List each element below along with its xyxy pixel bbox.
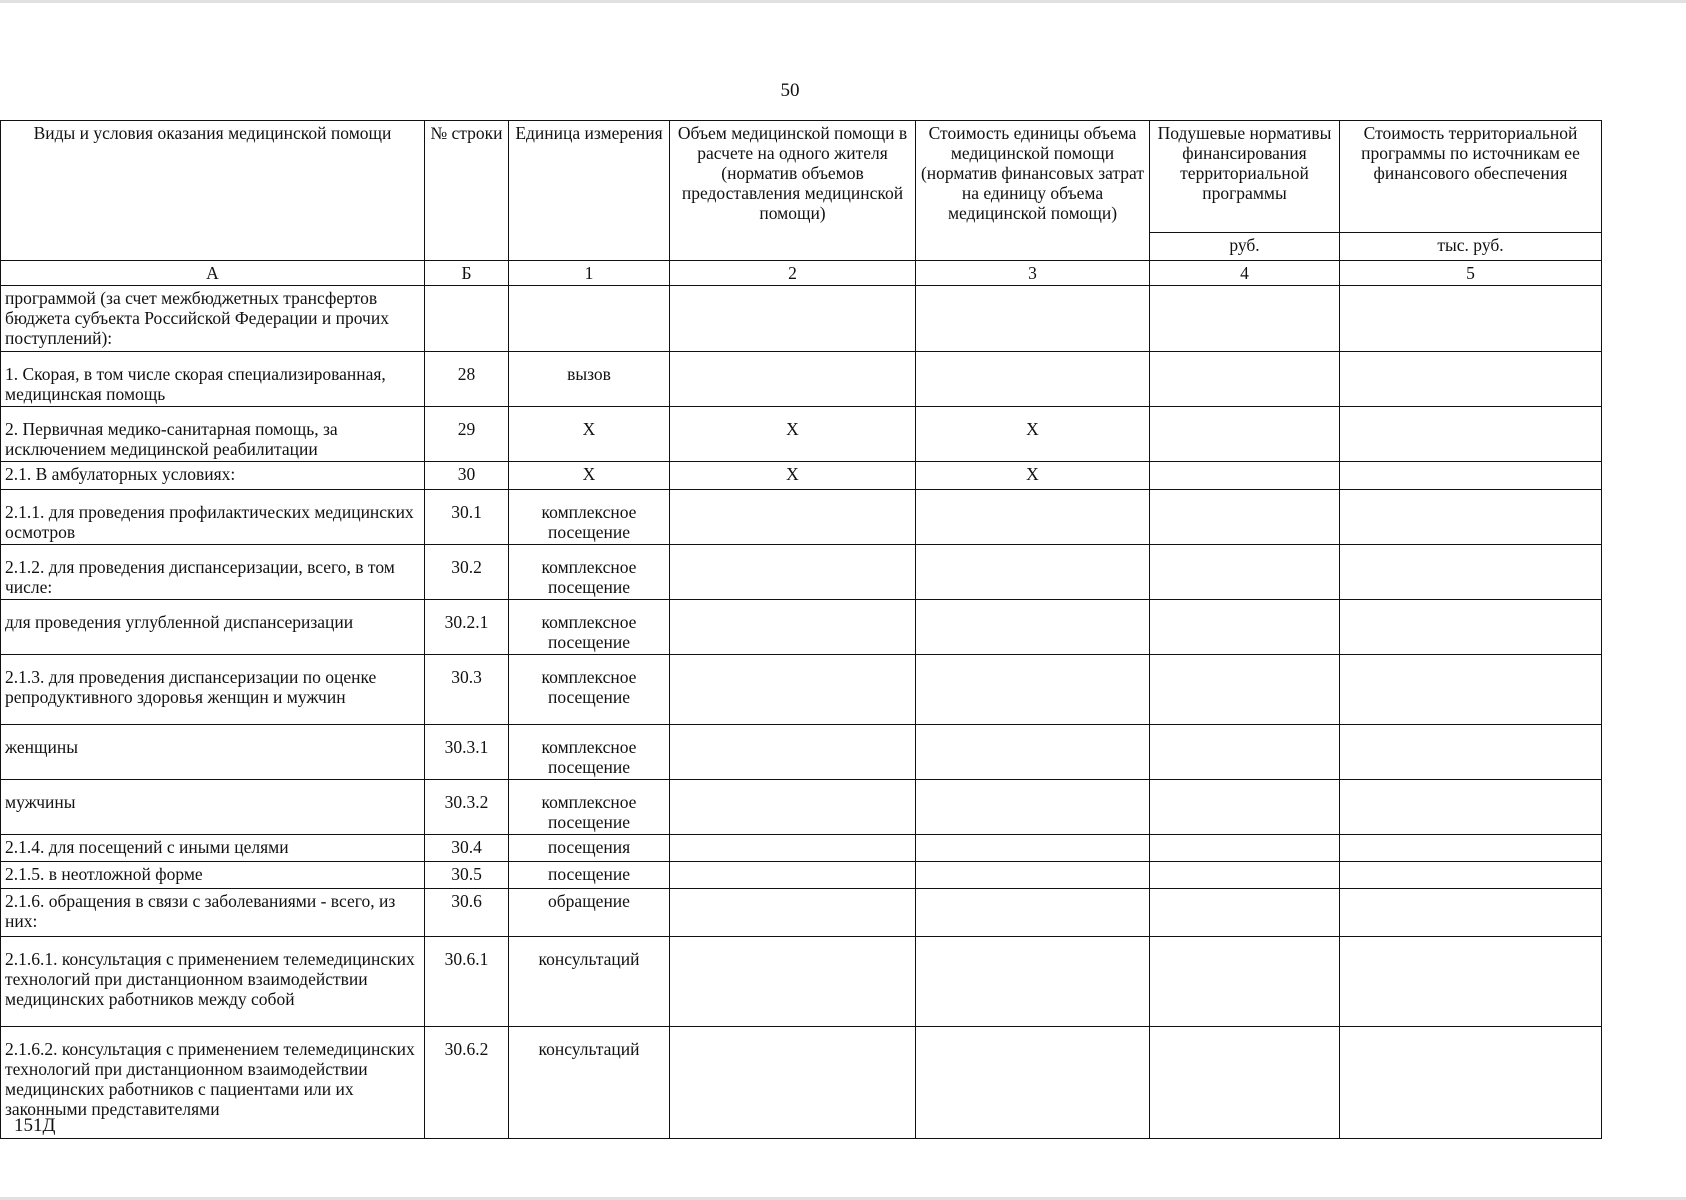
row-volume: X [670, 407, 916, 462]
row-unit-cost [916, 655, 1150, 725]
row-unit-cost [916, 780, 1150, 835]
table-row [1, 462, 1602, 490]
row-per-capita [1150, 835, 1340, 862]
row-name: программой (за счет межбюджетных трансфертов бюджета субъекта Российской Федерации и прочих поступлений): [1, 286, 425, 352]
index-cell-a: А [1, 261, 425, 286]
row-volume [670, 286, 916, 352]
row-name: для проведения углубленной диспансеризации [1, 600, 425, 655]
row-name: 2.1.2. для проведения диспансеризации, всего, в том числе: [1, 545, 425, 600]
row-unit: X [509, 462, 670, 490]
row-program-cost [1340, 407, 1602, 462]
row-unit-cost [916, 725, 1150, 780]
row-per-capita [1150, 490, 1340, 545]
index-cell-b: Б [425, 261, 509, 286]
row-name: 2.1.5. в неотложной форме [1, 862, 425, 889]
index-cell-4: 4 [1150, 261, 1340, 286]
row-unit: посещения [509, 835, 670, 862]
row-number: 30.5 [425, 862, 509, 889]
row-unit: комплексное посещение [509, 655, 670, 725]
row-unit: комплексное посещение [509, 780, 670, 835]
row-unit: обращение [509, 889, 670, 937]
row-per-capita [1150, 352, 1340, 407]
row-unit-cost [916, 286, 1150, 352]
table-row [1, 835, 1602, 862]
row-number: 30.2.1 [425, 600, 509, 655]
row-name: 2. Первичная медико-санитарная помощь, за исключением медицинской реабилитации [1, 407, 425, 462]
header-col-4: Подушевые нормативы финансирования территориальной программы [1150, 121, 1340, 233]
row-number: 30.1 [425, 490, 509, 545]
row-program-cost [1340, 937, 1602, 1027]
row-program-cost [1340, 889, 1602, 937]
row-volume [670, 490, 916, 545]
row-per-capita [1150, 286, 1340, 352]
row-per-capita [1150, 889, 1340, 937]
row-program-cost [1340, 352, 1602, 407]
row-unit: консультаций [509, 1027, 670, 1139]
table-row [1, 889, 1602, 937]
row-program-cost [1340, 655, 1602, 725]
table-row [1, 937, 1602, 1027]
row-per-capita [1150, 600, 1340, 655]
row-program-cost [1340, 490, 1602, 545]
row-unit-cost [916, 1027, 1150, 1139]
page-number: 50 [780, 80, 800, 101]
row-volume [670, 862, 916, 889]
row-volume [670, 545, 916, 600]
row-unit: X [509, 407, 670, 462]
row-unit-cost [916, 889, 1150, 937]
header-col-3: Стоимость единицы объема медицинской помощи (норматив финансовых затрат на единицу объема медицинской помощи) [916, 121, 1150, 261]
table-row [1, 407, 1602, 462]
row-unit [509, 286, 670, 352]
row-unit-cost [916, 862, 1150, 889]
row-program-cost [1340, 835, 1602, 862]
header-row [1, 121, 1602, 233]
row-per-capita [1150, 862, 1340, 889]
row-volume: X [670, 462, 916, 490]
row-number: 30.3.2 [425, 780, 509, 835]
row-name: 1. Скорая, в том числе скорая специализированная, медицинская помощь [1, 352, 425, 407]
row-number: 30.6.2 [425, 1027, 509, 1139]
row-per-capita [1150, 462, 1340, 490]
row-volume [670, 1027, 916, 1139]
row-volume [670, 937, 916, 1027]
row-per-capita [1150, 407, 1340, 462]
row-volume [670, 352, 916, 407]
row-per-capita [1150, 725, 1340, 780]
table-row [1, 780, 1602, 835]
row-unit: вызов [509, 352, 670, 407]
row-program-cost [1340, 545, 1602, 600]
row-unit-cost [916, 545, 1150, 600]
row-program-cost [1340, 862, 1602, 889]
scan-top-edge [0, 0, 1686, 3]
row-unit-cost: X [916, 407, 1150, 462]
row-number [425, 286, 509, 352]
row-program-cost [1340, 1027, 1602, 1139]
row-volume [670, 600, 916, 655]
row-number: 30.6.1 [425, 937, 509, 1027]
header-col-a: Виды и условия оказания медицинской помощи [1, 121, 425, 261]
row-program-cost [1340, 780, 1602, 835]
row-unit-cost: X [916, 462, 1150, 490]
row-per-capita [1150, 655, 1340, 725]
row-name: 2.1.6. обращения в связи с заболеваниями - всего, из них: [1, 889, 425, 937]
table-row [1, 1027, 1602, 1139]
table-row [1, 600, 1602, 655]
row-number: 30.6 [425, 889, 509, 937]
unit-col-5: тыс. руб. [1340, 233, 1602, 261]
unit-col-4: руб. [1150, 233, 1340, 261]
row-unit: комплексное посещение [509, 490, 670, 545]
row-volume [670, 780, 916, 835]
table-row [1, 545, 1602, 600]
index-cell-2: 2 [670, 261, 916, 286]
row-per-capita [1150, 545, 1340, 600]
row-volume [670, 655, 916, 725]
row-program-cost [1340, 600, 1602, 655]
row-program-cost [1340, 462, 1602, 490]
header-col-1: Единица измерения [509, 121, 670, 261]
document-code: 151Д [14, 1115, 56, 1136]
row-name: 2.1.6.1. консультация с применением телемедицинских технологий при дистанционном взаимодействии медицинских работников между собой [1, 937, 425, 1027]
row-unit: комплексное посещение [509, 725, 670, 780]
index-row [1, 261, 1602, 286]
row-name: мужчины [1, 780, 425, 835]
row-per-capita [1150, 780, 1340, 835]
index-cell-3: 3 [916, 261, 1150, 286]
table-row [1, 725, 1602, 780]
row-unit-cost [916, 600, 1150, 655]
row-unit: посещение [509, 862, 670, 889]
row-volume [670, 889, 916, 937]
row-per-capita [1150, 1027, 1340, 1139]
index-cell-5: 5 [1340, 261, 1602, 286]
row-unit-cost [916, 352, 1150, 407]
row-name: женщины [1, 725, 425, 780]
row-volume [670, 725, 916, 780]
row-number: 30.3.1 [425, 725, 509, 780]
row-per-capita [1150, 937, 1340, 1027]
table-row [1, 286, 1602, 352]
row-name: 2.1.1. для проведения профилактических медицинских осмотров [1, 490, 425, 545]
row-program-cost [1340, 286, 1602, 352]
row-unit-cost [916, 937, 1150, 1027]
row-program-cost [1340, 725, 1602, 780]
header-col-b: № строки [425, 121, 509, 261]
table-row [1, 352, 1602, 407]
row-unit: консультаций [509, 937, 670, 1027]
row-number: 28 [425, 352, 509, 407]
row-name: 2.1.4. для посещений с иными целями [1, 835, 425, 862]
row-number: 30 [425, 462, 509, 490]
row-number: 30.3 [425, 655, 509, 725]
row-number: 30.4 [425, 835, 509, 862]
table-row [1, 490, 1602, 545]
row-name: 2.1.3. для проведения диспансеризации по оценке репродуктивного здоровья женщин и мужчин [1, 655, 425, 725]
financing-table [0, 120, 1602, 1139]
row-volume [670, 835, 916, 862]
row-number: 30.2 [425, 545, 509, 600]
row-unit: комплексное посещение [509, 545, 670, 600]
row-unit-cost [916, 490, 1150, 545]
header-col-5: Стоимость территориальной программы по источникам ее финансового обеспечения [1340, 121, 1602, 233]
row-unit: комплексное посещение [509, 600, 670, 655]
row-name: 2.1.6.2. консультация с применением телемедицинских технологий при дистанционном взаимодействии медицинских работников с пациентами или их законными представителями [1, 1027, 425, 1139]
header-col-2: Объем медицинской помощи в расчете на одного жителя (норматив объемов предоставления медицинской помощи) [670, 121, 916, 261]
row-number: 29 [425, 407, 509, 462]
index-cell-1: 1 [509, 261, 670, 286]
row-name: 2.1. В амбулаторных условиях: [1, 462, 425, 490]
table-row [1, 862, 1602, 889]
row-unit-cost [916, 835, 1150, 862]
table-row [1, 655, 1602, 725]
